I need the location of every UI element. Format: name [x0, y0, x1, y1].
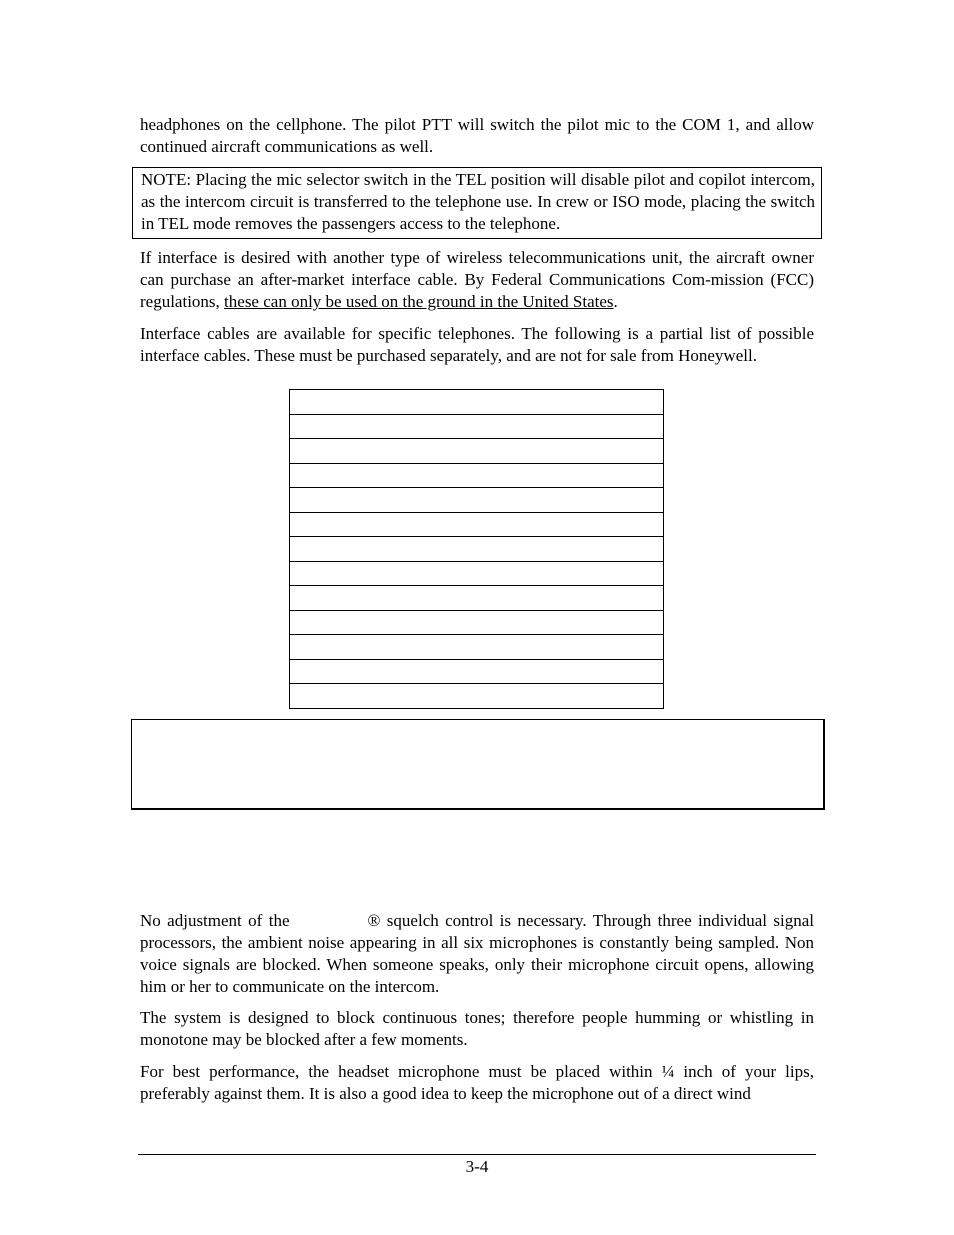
cable-table-row [290, 537, 664, 562]
interface-cable-table [289, 389, 664, 709]
cable-table-row [290, 512, 664, 537]
interface-cable-text: If interface is desired with another type of wireless telecommunications unit, the aircraft owner can purchase an after-market interface cable. By Federal Communications Com-mission (FCC) regulations, [140, 248, 814, 311]
cable-table-cell [290, 439, 664, 464]
page-number: 3-4 [465, 1157, 489, 1176]
cable-table-row [290, 488, 664, 513]
cable-table-cell [290, 512, 664, 537]
cable-table-row [290, 610, 664, 635]
cable-table-cell [290, 610, 664, 635]
cable-table-cell [290, 684, 664, 709]
cable-table-cell [290, 537, 664, 562]
cable-table-row [290, 439, 664, 464]
cable-table-row [290, 659, 664, 684]
cable-table-row [290, 414, 664, 439]
cable-table-cell [290, 635, 664, 660]
cable-table-row [290, 463, 664, 488]
cable-table-cell [290, 390, 664, 415]
cable-table-cell [290, 659, 664, 684]
cable-table-row [290, 561, 664, 586]
paragraph-mic-placement: For best performance, the headset microphone must be placed within ¼ inch of your lips, preferably against them. It is also a good idea to keep the microphone out of a direct wind [140, 1062, 814, 1103]
cable-table-cell [290, 414, 664, 439]
paragraph-continuous-tones: The system is designed to block continuous tones; therefore people humming or whistling in monotone may be blocked after a few moments. [140, 1008, 814, 1049]
footer-rule [138, 1154, 816, 1155]
cable-table-row [290, 390, 664, 415]
cable-table-row [290, 684, 664, 709]
paragraph-cable-list-intro: Interface cables are available for specific telephones. The following is a partial list of possible interface cables. These must be purchased separately, and are not for sale from Honeywell. [140, 324, 814, 365]
cable-table-cell [290, 463, 664, 488]
cable-table-cell [290, 488, 664, 513]
cable-table-body [290, 390, 664, 709]
cable-table-row [290, 586, 664, 611]
cable-table-row [290, 635, 664, 660]
blank-notice-box [131, 719, 825, 810]
paragraph-continued: headphones on the cellphone. The pilot PTT will switch the pilot mic to the COM 1, and allow continued aircraft communications as well. [140, 115, 814, 156]
paragraph-interface-cable [140, 247, 814, 313]
note-text: NOTE: Placing the mic selector switch in the TEL position will disable pilot and copilot intercom, as the intercom circuit is transferred to the telephone use. In crew or ISO mode, placing the switch in TEL mode removes the passengers access to the telephone. [141, 170, 815, 233]
interface-cable-period: . [613, 292, 618, 311]
squelch-text-rest: ® squelch control is necessary. Through three individual signal processors, the ambient noise appearing in all six microphones is constantly being sampled. Non voice signals are blocked. When someone speaks, only their microphone circuit opens, allowing him or her to communicate on the intercom. [140, 911, 814, 996]
note-box [132, 167, 822, 239]
squelch-text-lead: No adjustment of the [140, 911, 290, 930]
cable-table-cell [290, 561, 664, 586]
cable-table-cell [290, 586, 664, 611]
fcc-restriction-underlined: these can only be used on the ground in the United States [224, 292, 614, 311]
paragraph-squelch [140, 910, 814, 998]
